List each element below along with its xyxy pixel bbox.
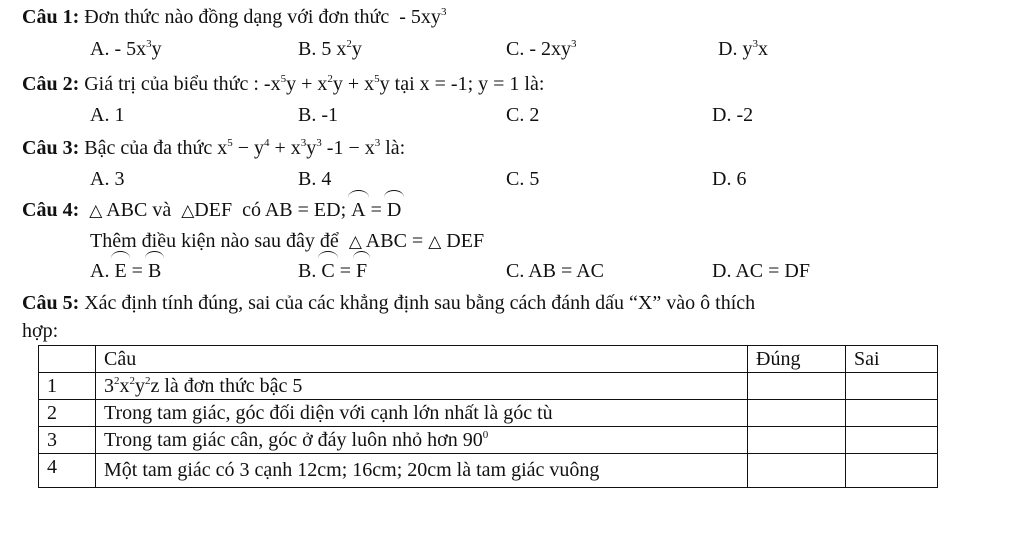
row-statement: Một tam giác có 3 cạnh 12cm; 16cm; 20cm là tam giác vuông — [96, 454, 748, 488]
q3-option-d: D. 6 — [712, 168, 747, 190]
q1-option-a: A. - $5x^3y$ — [90, 38, 162, 60]
question-1: Câu 1: Đơn thức nào đồng dạng với đơn thức - $5xy^3$ — [22, 6, 447, 28]
question-3-text: Bậc của đa thức — [84, 137, 213, 159]
row-statement: Trong tam giác, góc đối diện với cạnh lớn nhất là góc tù — [96, 400, 748, 427]
q1-option-c: C. - $2xy^3$ — [506, 38, 577, 60]
row-number: 4 — [39, 454, 96, 488]
question-3 — [22, 137, 405, 159]
q2-option-a: A. 1 — [90, 104, 125, 126]
true-cell[interactable] — [748, 454, 846, 488]
triangle-icon: △ — [89, 201, 103, 221]
question-2 — [22, 73, 544, 95]
false-cell[interactable] — [846, 454, 938, 488]
false-cell[interactable] — [846, 427, 938, 454]
q3-option-c: C. 5 — [506, 168, 540, 190]
false-cell[interactable] — [846, 400, 938, 427]
q1-option-b: B. 5 $x^2y$ — [298, 38, 362, 60]
row-statement: $3^2x^2y^2z$ là đơn thức bậc 5 — [96, 373, 748, 400]
angle-a: A — [351, 199, 366, 221]
question-1-label: Câu 1: — [22, 6, 80, 28]
triangle-icon: △ — [181, 201, 195, 221]
table-row — [39, 427, 938, 454]
q4-option-b: B. C = F — [298, 260, 368, 282]
true-false-table — [38, 345, 938, 488]
q4-option-c: C. AB = AC — [506, 260, 604, 282]
row-number: 1 — [39, 373, 96, 400]
row-statement: Trong tam giác cân, góc ở đáy luôn nhỏ hơn $90^0$ — [96, 427, 748, 454]
table-row — [39, 400, 938, 427]
row-number: 2 — [39, 400, 96, 427]
question-1-expr: - 5xy — [399, 6, 441, 28]
question-3-polynomial: $x^5 - y^4 + x^3y^3$ $-1 - x^3$ — [217, 137, 381, 159]
table-row — [39, 454, 938, 488]
question-3-tail: là: — [385, 137, 406, 159]
question-5-text: Xác định tính đúng, sai của các khẳng định sau bằng cách đánh dấu “X” vào ô thích — [84, 292, 756, 314]
question-2-label: Câu 2: — [22, 73, 80, 95]
question-2-condition: tại x = -1; y = 1 là: — [394, 73, 545, 95]
question-5-label: Câu 5: — [22, 292, 80, 314]
question-5-text-2: hợp: — [22, 320, 59, 342]
triangle-icon: △ — [428, 232, 442, 252]
q3-option-a: A. 3 — [90, 168, 125, 190]
q2-option-c: C. 2 — [506, 104, 540, 126]
true-cell[interactable] — [748, 427, 846, 454]
header-true: Đúng — [748, 346, 846, 373]
header-false: Sai — [846, 346, 938, 373]
row-number: 3 — [39, 427, 96, 454]
table-header-row — [39, 346, 938, 373]
true-cell[interactable] — [748, 373, 846, 400]
header-statement: Câu — [96, 346, 748, 373]
q4-option-a: A. E = B — [90, 260, 162, 282]
q2-option-b: B. -1 — [298, 104, 338, 126]
q3-option-b: B. 4 — [298, 168, 332, 190]
cropped-top-edge — [640, 0, 1024, 4]
angle-d: D — [386, 199, 402, 221]
triangle-icon: △ — [348, 232, 362, 252]
question-4-label: Câu 4: — [22, 199, 80, 221]
question-4-line-2: Thêm điều kiện nào sau đây để △ ABC = △ DEF — [90, 230, 485, 252]
question-2-expression: $-x^5y + x^2y + x^5y$ — [263, 73, 390, 95]
q4-option-d: D. AC = DF — [712, 260, 810, 282]
q2-option-d: D. -2 — [712, 104, 754, 126]
table-row — [39, 373, 938, 400]
question-1-text: Đơn thức nào đồng dạng với đơn thức — [84, 6, 390, 28]
question-4: Câu 4: △ ABC và △DEF có AB = ED; A = D — [22, 199, 402, 221]
q1-option-d: D. $y^3x$ — [718, 38, 768, 60]
question-5 — [22, 292, 755, 314]
false-cell[interactable] — [846, 373, 938, 400]
question-2-text: Giá trị của biểu thức : — [84, 73, 259, 95]
true-cell[interactable] — [748, 400, 846, 427]
question-3-label: Câu 3: — [22, 137, 80, 159]
